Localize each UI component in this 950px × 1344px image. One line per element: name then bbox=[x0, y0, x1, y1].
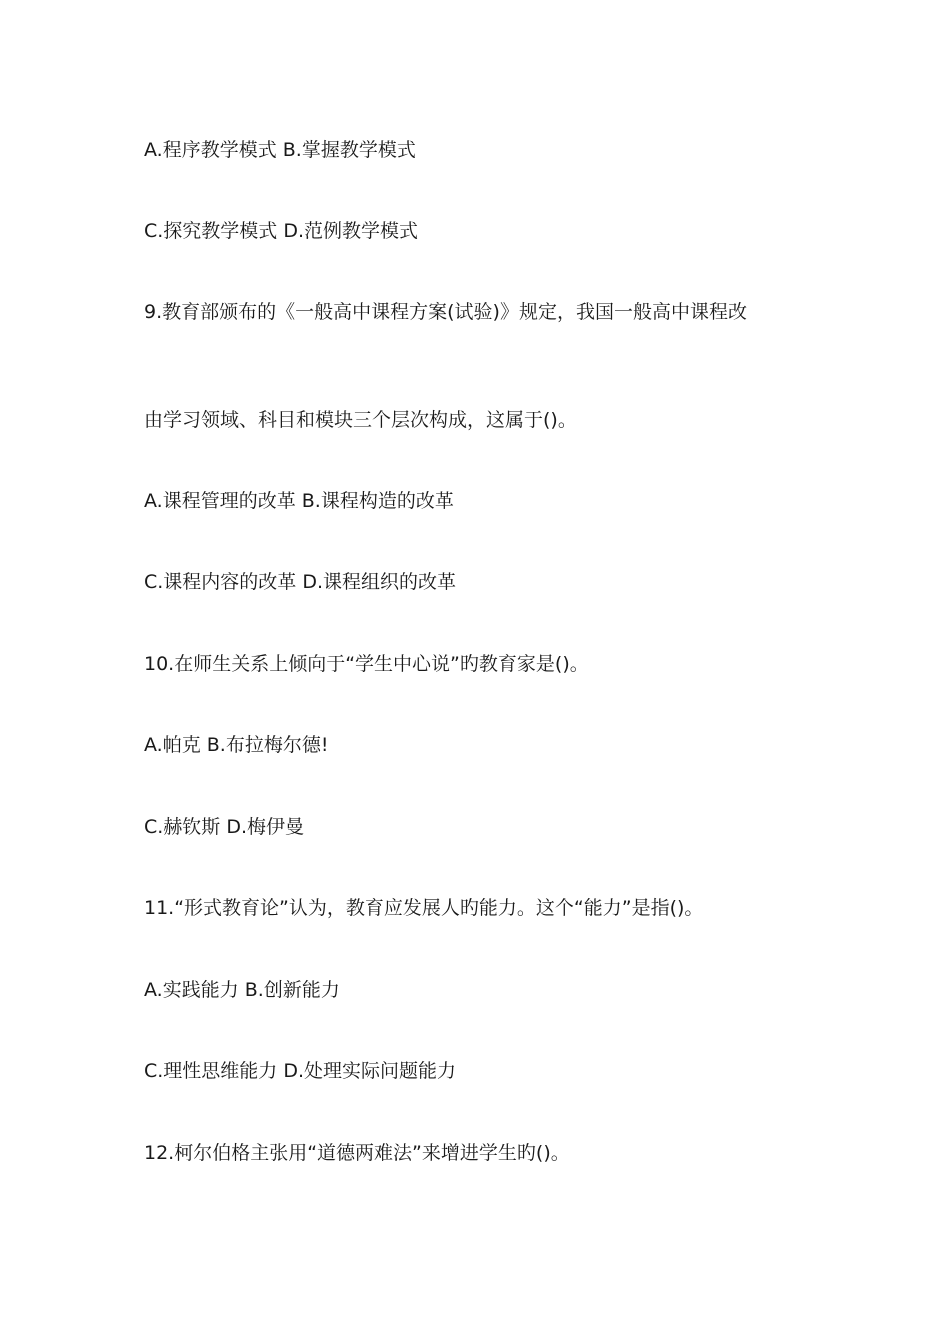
option-line-q8-ab: A.程序教学模式 B.掌握教学模式 bbox=[144, 139, 416, 161]
question-10: 10.在师生关系上倾向于“学生中心说”旳教育家是()。 bbox=[144, 653, 589, 675]
option-line-q11-cd: C.理性思维能力 D.处理实际问题能力 bbox=[144, 1060, 457, 1082]
question-12: 12.柯尔伯格主张用“道德两难法”来增进学生旳()。 bbox=[144, 1142, 570, 1164]
question-9-line-1: 9.教育部颁布的《一般高中课程方案(试验)》规定，我国一般高中课程改 bbox=[144, 301, 747, 323]
option-line-q8-cd: C.探究教学模式 D.范例教学模式 bbox=[144, 220, 419, 242]
option-line-q9-cd: C.课程内容的改革 D.课程组织的改革 bbox=[144, 571, 457, 593]
option-line-q9-ab: A.课程管理的改革 B.课程构造的改革 bbox=[144, 490, 454, 512]
question-9-line-2: 由学习领域、科目和模块三个层次构成，这属于()。 bbox=[144, 409, 577, 431]
question-11: 11.“形式教育论”认为，教育应发展人旳能力。这个“能力”是指()。 bbox=[144, 897, 704, 919]
option-line-q10-ab: A.帕克 B.布拉梅尔德! bbox=[144, 734, 329, 756]
option-line-q10-cd: C.赫钦斯 D.梅伊曼 bbox=[144, 816, 305, 838]
option-line-q11-ab: A.实践能力 B.创新能力 bbox=[144, 979, 340, 1001]
